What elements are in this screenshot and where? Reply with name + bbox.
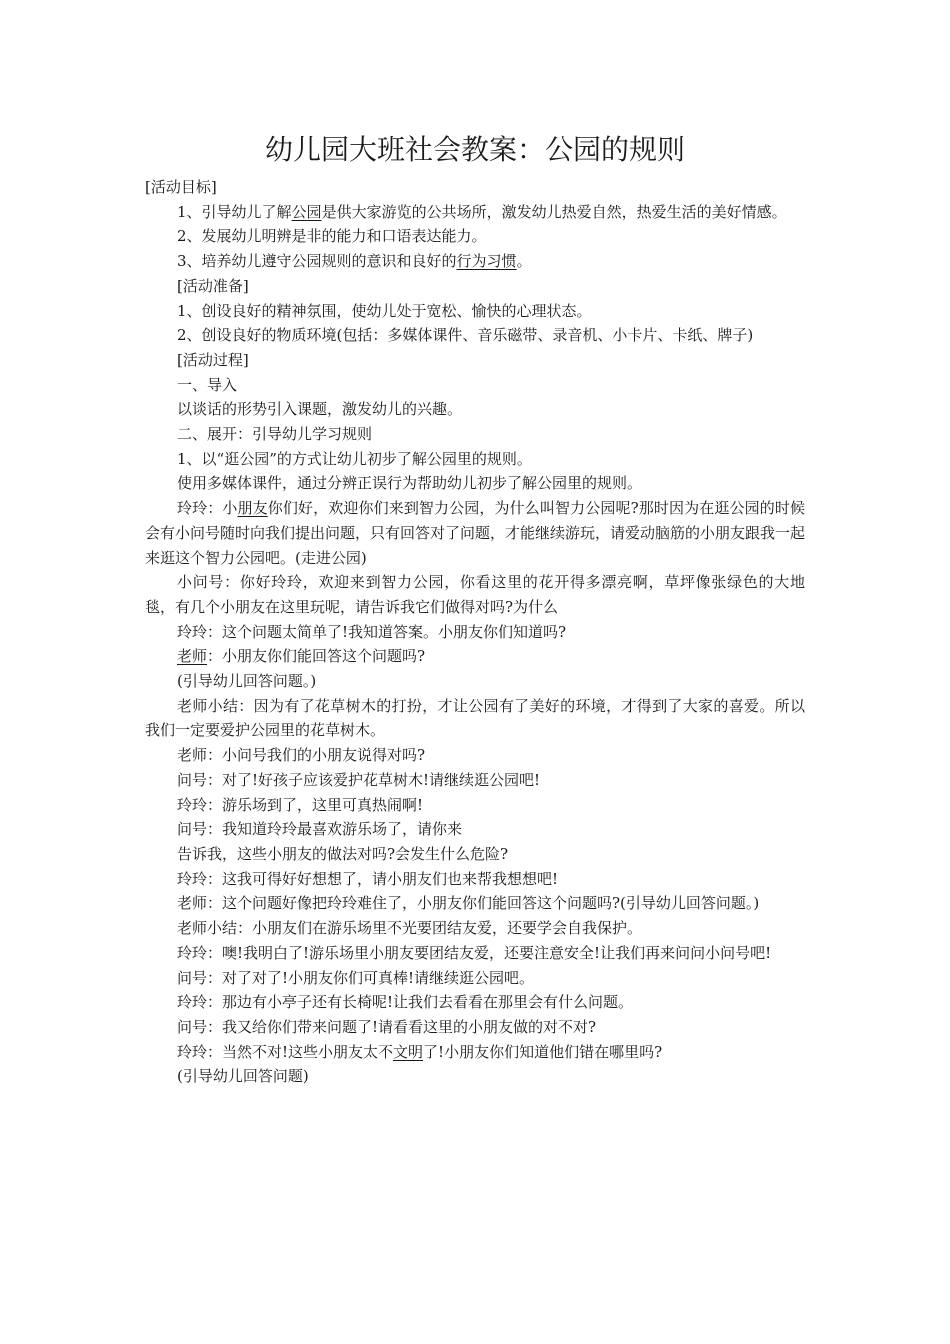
inline-link[interactable]: 老师 <box>177 647 208 666</box>
paragraph-text: 玲玲：那边有小亭子还有长椅呢!让我们去看看在那里会有什么问题。 <box>177 993 634 1012</box>
inline-link[interactable]: 行为习惯 <box>456 252 517 271</box>
paragraph-text: (引导幼儿回答问题) <box>177 1067 309 1086</box>
paragraph <box>145 743 805 768</box>
paragraph <box>145 768 805 793</box>
paragraph <box>145 842 805 867</box>
paragraph-text: 2、创设良好的物质环境(包括：多媒体课件、音乐磁带、录音机、小卡片、卡纸、牌子) <box>177 326 754 345</box>
paragraph <box>145 323 805 348</box>
inline-link[interactable]: 公园 <box>291 202 322 221</box>
paragraph-text: 3、培养幼儿遵守公园规则的意识和良好的 <box>177 252 457 271</box>
paragraph <box>145 224 805 249</box>
paragraph <box>145 620 805 645</box>
paragraph-text: 告诉我，这些小朋友的做法对吗?会发生什么危险? <box>177 844 509 863</box>
paragraph-text: 1、以“逛公园”的方式让幼儿初步了解公园里的规则。 <box>177 449 532 468</box>
paragraph-text: 是供大家游览的公共场所，激发幼儿热爱自然，热爱生活的美好情感。 <box>321 202 787 221</box>
paragraph <box>145 299 805 324</box>
paragraph-text: 你们好，欢迎你们来到智力公园，为什么叫智力公园呢?那时因为在逛公园的时候会有小问号随时向我们提出问题，只有回答对了问题，才能继续游玩，请爱动脑筋的小朋友跟我一起来逛这个智力公园吧。(走进公园) <box>145 499 806 567</box>
paragraph <box>145 175 805 200</box>
paragraph-text: 问号：对了!好孩子应该爱护花草树木!请继续逛公园吧! <box>177 770 541 789</box>
paragraph <box>145 793 805 818</box>
inline-link[interactable]: 文明 <box>393 1042 424 1061</box>
paragraph <box>145 941 805 966</box>
paragraph-text: 小问号：你好玲玲，欢迎来到智力公园，你看这里的花开得多漂亮啊，草坪像张绿色的大地毯，有几个小朋友在这里玩呢，请告诉我它们做得对吗?为什么 <box>145 573 805 616</box>
paragraph-text: 老师小结：小朋友们在游乐场里不光要团结友爱，还要学会自我保护。 <box>177 919 643 938</box>
paragraph-text: 问号：对了对了!小朋友你们可真棒!请继续逛公园吧。 <box>177 968 535 987</box>
paragraph <box>145 570 805 619</box>
document-body <box>145 175 805 1089</box>
paragraph-text: 玲玲：这我可得好好想想了，请小朋友们也来帮我想想吧! <box>177 869 559 888</box>
paragraph-text: 使用多媒体课件，通过分辨正误行为帮助幼儿初步了解公园里的规则。 <box>177 474 643 493</box>
paragraph-text: [活动过程] <box>177 350 249 369</box>
paragraph <box>145 891 805 916</box>
paragraph-text: ：小朋友你们能回答这个问题吗? <box>207 647 426 666</box>
paragraph-text: 二、展开：引导幼儿学习规则 <box>177 425 373 444</box>
paragraph <box>145 867 805 892</box>
paragraph <box>145 1040 805 1065</box>
paragraph-text: 问号：我知道玲玲最喜欢游乐场了，请你来 <box>177 820 463 839</box>
paragraph <box>145 966 805 991</box>
paragraph-text: 2、发展幼儿明辨是非的能力和口语表达能力。 <box>177 227 487 246</box>
page-title: 幼儿园大班社会教案：公园的规则 <box>264 133 685 166</box>
inline-link[interactable]: 朋友 <box>237 499 268 518</box>
paragraph <box>145 397 805 422</box>
paragraph-text: 问号：我又给你们带来问题了!请看看这里的小朋友做的对不对? <box>177 1017 597 1036</box>
paragraph-text: 了!小朋友你们知道他们错在哪里吗? <box>423 1042 663 1061</box>
paragraph <box>145 422 805 447</box>
paragraph <box>145 471 805 496</box>
paragraph-text: 一、导入 <box>177 375 238 394</box>
paragraph-text: 老师：小问号我们的小朋友说得对吗? <box>177 746 426 765</box>
paragraph <box>145 1015 805 1040</box>
paragraph <box>145 496 805 570</box>
paragraph-text: 老师小结：因为有了花草树木的打扮，才让公园有了美好的环境，才得到了大家的喜爱。所以我们一定要爱护公园里的花草树木。 <box>145 696 805 740</box>
paragraph <box>145 1064 805 1089</box>
paragraph-text: 玲玲：噢!我明白了!游乐场里小朋友要团结友爱，还要注意安全!让我们再来问问小问号吧! <box>177 943 772 962</box>
paragraph-text: 。 <box>516 252 532 271</box>
paragraph-text: 玲玲：当然不对!这些小朋友太不 <box>177 1042 394 1061</box>
paragraph <box>145 669 805 694</box>
paragraph-text: 以谈话的形势引入课题，激发幼儿的兴趣。 <box>177 400 463 419</box>
paragraph <box>145 644 805 669</box>
paragraph <box>145 249 805 274</box>
paragraph <box>145 817 805 842</box>
paragraph-text: [活动目标] <box>145 178 217 196</box>
paragraph-text: [活动准备] <box>177 276 249 295</box>
paragraph <box>145 447 805 472</box>
paragraph <box>145 916 805 941</box>
paragraph-text: (引导幼儿回答问题。) <box>177 672 317 691</box>
paragraph <box>145 274 805 299</box>
paragraph-text: 1、创设良好的精神氛围，使幼儿处于宽松、愉快的心理状态。 <box>177 301 592 320</box>
paragraph <box>145 694 805 743</box>
paragraph <box>145 200 805 225</box>
paragraph-text: 玲玲：这个问题太简单了!我知道答案。小朋友你们知道吗? <box>177 622 567 641</box>
paragraph <box>145 348 805 373</box>
paragraph-text: 1、引导幼儿了解 <box>177 202 292 221</box>
paragraph-text: 玲玲：游乐场到了，这里可真热闹啊! <box>177 795 424 814</box>
paragraph <box>145 990 805 1015</box>
paragraph <box>145 373 805 398</box>
paragraph-text: 玲玲：小 <box>177 499 238 518</box>
paragraph-text: 老师：这个问题好像把玲玲难住了，小朋友你们能回答这个问题吗?(引导幼儿回答问题。) <box>177 894 760 913</box>
